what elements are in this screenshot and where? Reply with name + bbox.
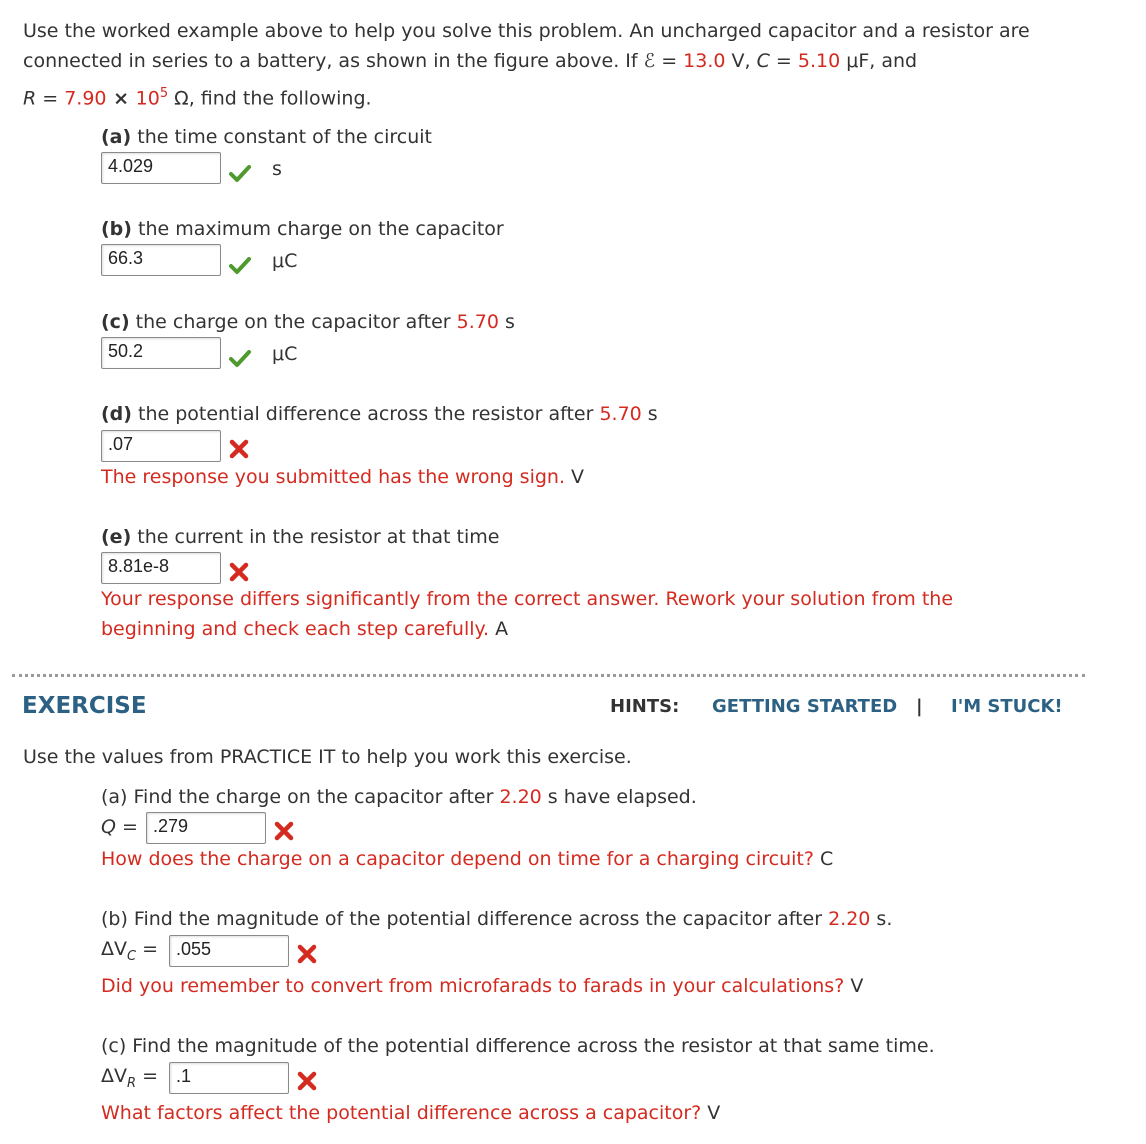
exercise-a-prompt	[101, 786, 697, 808]
part-a-label: (a)	[101, 126, 132, 148]
r-unit: Ω, find the following.	[168, 87, 372, 110]
exercise-a-text: (a) Find the charge on the capacitor after	[101, 786, 500, 808]
check-icon	[228, 162, 252, 186]
part-a-unit: s	[272, 158, 282, 180]
part-a-prompt	[101, 126, 432, 148]
exercise-b-time: 2.20	[828, 908, 871, 930]
c-value: 5.10	[797, 50, 841, 72]
cross-icon	[272, 819, 296, 843]
exercise-b-time-unit: s.	[870, 908, 893, 930]
part-a-answer-input[interactable]: 4.029	[101, 152, 221, 184]
exercise-a-var: Q	[101, 816, 116, 838]
part-e-feedback-text: beginning and check each step carefully.	[101, 618, 490, 640]
section-divider	[12, 674, 1085, 677]
part-d-feedback	[101, 466, 584, 488]
exercise-a-feedback-text: How does the charge on a capacitor depend on time for a charging circuit?	[101, 848, 814, 870]
part-e-unit: A	[489, 618, 509, 640]
equals: =	[655, 50, 684, 72]
emf-symbol: ℰ	[643, 50, 656, 72]
part-e-feedback-line-1: Your response differs significantly from the correct answer. Rework your solution from the	[101, 588, 954, 610]
part-c-unit: μC	[272, 343, 298, 365]
part-d-feedback-text: The response you submitted has the wrong sign.	[101, 466, 566, 488]
part-b-text: the maximum charge on the capacitor	[131, 218, 504, 240]
times-sign: ×	[106, 87, 136, 110]
part-c-label: (c)	[101, 311, 130, 333]
cross-icon	[295, 1069, 319, 1093]
r-base: 10	[135, 87, 160, 110]
exercise-b-answer-input[interactable]: .055	[169, 935, 289, 967]
check-icon	[228, 347, 252, 371]
check-icon	[228, 254, 252, 278]
part-b-answer-input[interactable]: 66.3	[101, 244, 221, 276]
equals: =	[769, 50, 798, 72]
problem-line-2	[23, 50, 917, 72]
hint-separator: |	[916, 696, 923, 717]
exercise-a-time-unit: s have elapsed.	[541, 786, 697, 808]
exercise-b-unit: V	[844, 975, 864, 997]
part-b-unit: μC	[272, 250, 298, 272]
c-unit: μF, and	[840, 50, 918, 72]
exercise-b-sub: C	[127, 948, 137, 964]
exercise-a-time: 2.20	[499, 786, 542, 808]
exercise-b-text: (b) Find the magnitude of the potential difference across the capacitor after	[101, 908, 829, 930]
part-b-label: (b)	[101, 218, 132, 240]
exercise-a-unit: C	[813, 848, 834, 870]
part-e-label: (e)	[101, 526, 132, 548]
equals: =	[115, 816, 138, 838]
im-stuck-link[interactable]: I'M STUCK!	[951, 696, 1063, 717]
part-b-prompt	[101, 218, 504, 240]
exercise-b-var-label	[101, 938, 158, 964]
c-symbol: C	[756, 50, 770, 72]
getting-started-link[interactable]: GETTING STARTED	[712, 696, 898, 717]
part-e-feedback-line-2	[101, 618, 508, 640]
exercise-a-var-label	[101, 816, 138, 838]
exercise-b-feedback	[101, 975, 863, 997]
problem-line-2-text: connected in series to a battery, as shown in the figure above. If	[23, 50, 644, 72]
part-c-answer-input[interactable]: 50.2	[101, 337, 221, 369]
cross-icon	[227, 437, 251, 461]
emf-unit: V,	[725, 50, 757, 72]
r-value: 7.90	[64, 87, 107, 110]
exercise-c-sub: R	[127, 1075, 137, 1091]
part-d-prompt	[101, 403, 658, 425]
part-c-time-unit: s	[498, 311, 515, 333]
exercise-c-unit: V	[701, 1102, 721, 1124]
part-d-unit: V	[565, 466, 585, 488]
part-e-answer-input[interactable]: 8.81e-8	[101, 552, 221, 584]
part-d-time: 5.70	[599, 403, 642, 425]
cross-icon	[295, 942, 319, 966]
exercise-c-feedback-text: What factors affect the potential difference across a capacitor?	[101, 1102, 702, 1124]
emf-value: 13.0	[683, 50, 726, 72]
cross-icon	[227, 560, 251, 584]
exercise-title: EXERCISE	[22, 693, 147, 719]
exercise-a-feedback	[101, 848, 833, 870]
exercise-b-prompt	[101, 908, 892, 930]
exercise-b-feedback-text: Did you remember to convert from microfarads to farads in your calculations?	[101, 975, 845, 997]
equals: =	[136, 938, 159, 960]
exercise-c-answer-input[interactable]: .1	[169, 1062, 289, 1094]
r-exponent: 5	[159, 86, 169, 101]
problem-line-3	[23, 86, 372, 109]
part-a-text: the time constant of the circuit	[131, 126, 432, 148]
equals: =	[136, 1065, 159, 1087]
part-e-text: the current in the resistor at that time	[131, 526, 500, 548]
exercise-c-prompt: (c) Find the magnitude of the potential difference across the resistor at that same time.	[101, 1035, 935, 1057]
part-d-answer-input[interactable]: .07	[101, 430, 221, 462]
problem-line-1: Use the worked example above to help you solve this problem. An uncharged capacitor and a resistor are	[23, 20, 1030, 42]
part-c-text: the charge on the capacitor after	[129, 311, 457, 333]
part-c-time: 5.70	[456, 311, 499, 333]
part-d-time-unit: s	[641, 403, 658, 425]
exercise-c-var: ΔV	[101, 1065, 127, 1087]
exercise-intro: Use the values from PRACTICE IT to help you work this exercise.	[23, 746, 632, 768]
exercise-b-var: ΔV	[101, 938, 127, 960]
part-d-text: the potential difference across the resistor after	[131, 403, 600, 425]
part-d-label: (d)	[101, 403, 132, 425]
part-c-prompt	[101, 311, 515, 333]
exercise-c-feedback	[101, 1102, 720, 1124]
r-symbol: R	[23, 87, 37, 110]
equals: =	[36, 87, 65, 110]
exercise-c-var-label	[101, 1065, 158, 1091]
exercise-a-answer-input[interactable]: .279	[146, 812, 266, 844]
hints-label: HINTS:	[610, 696, 680, 717]
part-e-prompt	[101, 526, 499, 548]
